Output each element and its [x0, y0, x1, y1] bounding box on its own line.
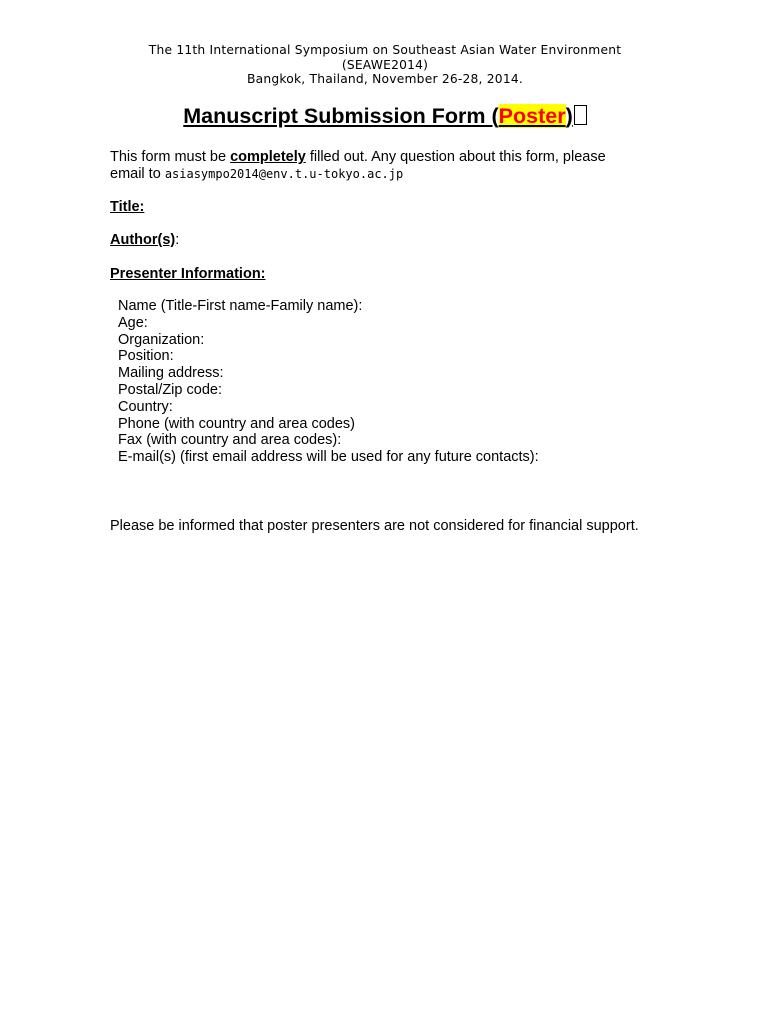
title-field-label	[110, 199, 642, 216]
title-highlight: Poster	[498, 104, 566, 128]
header-line-1: The 11th International Symposium on Southeast Asian Water Environment	[148, 43, 622, 57]
authors-colon: :	[175, 232, 180, 248]
intro-emphasis: completely	[230, 149, 306, 165]
list-item: Fax (with country and area codes):	[118, 432, 342, 449]
authors-label: Author(s)	[110, 232, 176, 248]
intro-text: This form must be	[110, 149, 231, 165]
missing-glyph-box	[574, 105, 587, 125]
list-item: Country:	[118, 398, 173, 415]
presenter-info-list	[118, 298, 539, 466]
form-title	[0, 102, 770, 130]
financial-support-note: Please be informed that poster presenters are not considered for financial support.	[110, 518, 639, 534]
list-item: E-mail(s) (first email address will be used for any future contacts):	[118, 449, 539, 466]
list-item: Position:	[118, 348, 174, 365]
list-item: Postal/Zip code:	[118, 381, 222, 398]
list-item: Phone (with country and area codes)	[118, 415, 355, 432]
authors-field-label	[110, 232, 642, 249]
title-prefix: Manuscript Submission Form (	[183, 104, 499, 128]
intro-paragraph	[110, 149, 642, 182]
header-line-2: (SEAWE2014)	[341, 57, 429, 72]
symposium-header	[0, 43, 770, 87]
intro-text-2: filled out. Any question about this form, please email to	[110, 149, 606, 182]
contact-email[interactable]: asiasympo2014@env.t.u-tokyo.ac.jp	[164, 166, 404, 181]
presenter-label: Presenter Information:	[110, 266, 266, 282]
list-item: Organization:	[118, 331, 205, 348]
list-item: Mailing address:	[118, 365, 224, 382]
header-line-3: Bangkok, Thailand, November 26-28, 2014.	[247, 72, 523, 87]
title-suffix: )	[565, 104, 573, 128]
list-item: Age:	[118, 314, 148, 331]
title-label: Title:	[110, 199, 145, 215]
list-item: Name (Title-First name-Family name):	[118, 298, 363, 314]
presenter-info-heading	[110, 266, 642, 283]
